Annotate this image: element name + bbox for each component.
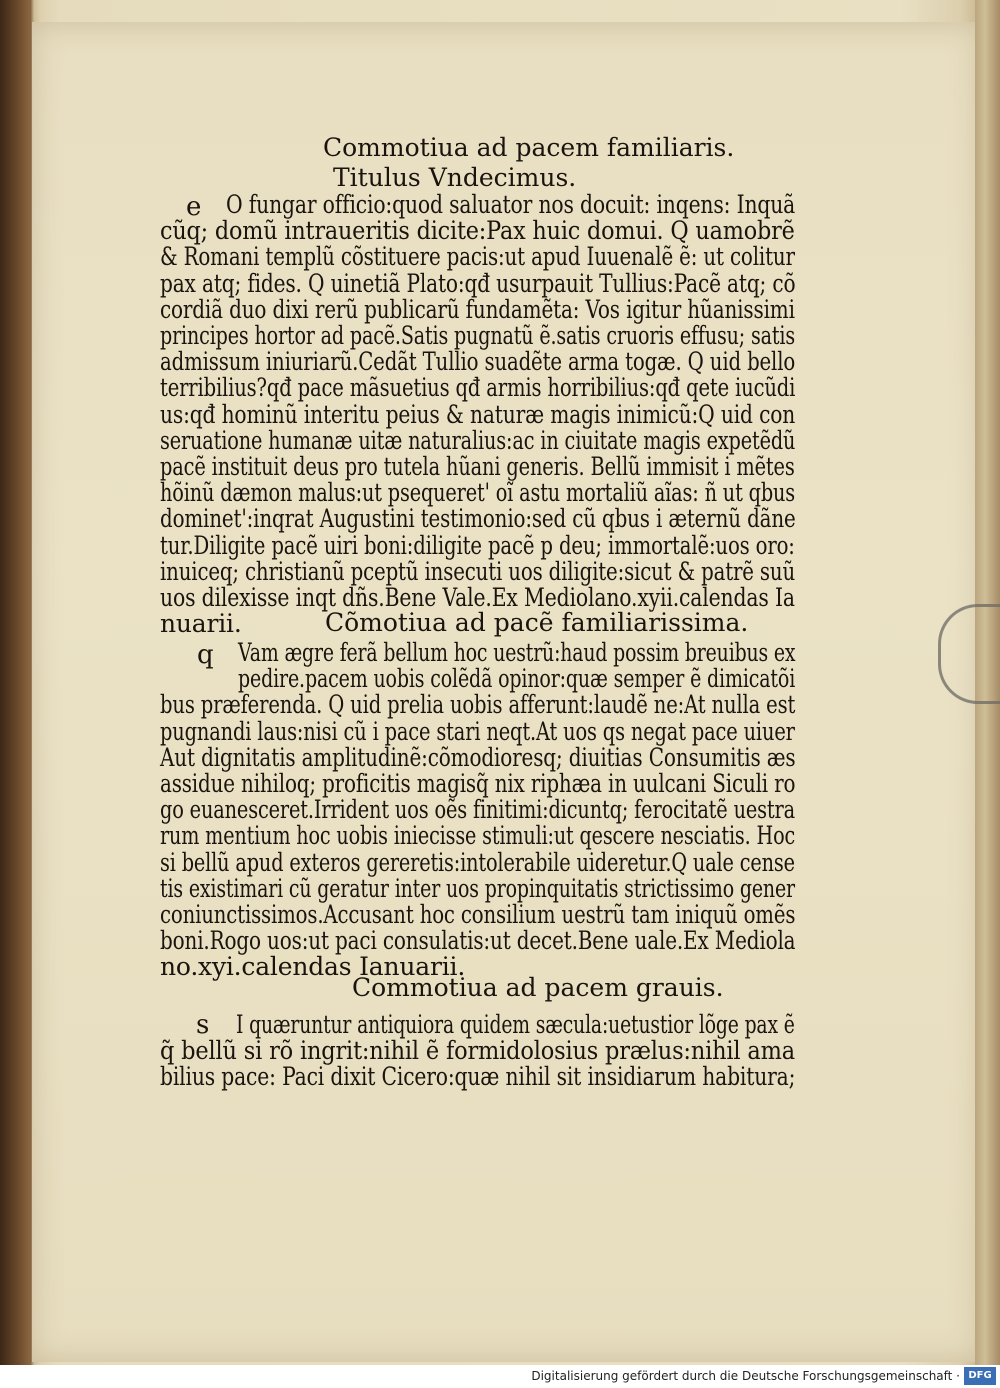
text-line: coniunctissimos.Accusant hoc consilium uestrũ tam iniquũ omẽs	[160, 900, 796, 929]
text-line: go euanesceret.Irrident uos oẽs finitimi:dicuntq; ferocitatẽ uestra	[160, 795, 795, 825]
text-line: assidue nihiloq; proficitis magisq̃ nix riphæa in uulcani Siculi ro	[160, 769, 796, 798]
text-line: si bellũ apud exteros gereretis:intolerabile uideretur.Q uale cense	[160, 847, 795, 877]
text-line: tis existimari cũ geratur inter uos propinquitatis strictissimo gener	[160, 873, 795, 903]
text-line: no.xyi.calendas Ianuarii.	[160, 952, 466, 982]
text-line: uos dilexisse inqt dñs.Bene Vale.Ex Mediolano.xyii.calendas Ia	[160, 583, 795, 612]
heading-grauis: Commotiua ad pacem grauis.	[352, 973, 724, 1002]
text-line: terribilius?qđ pace mãsuetius qđ armis horribilius:qđ qete iucũdi	[160, 373, 796, 403]
clamp-clip	[938, 604, 1000, 704]
text-line: nuarii.	[160, 609, 242, 639]
text-line: us:qđ hominũ interitu peius & naturæ magis inimicũ:Q uid con	[160, 399, 796, 429]
text-line: dominet':inqrat Augustini testimonio:sed cũ qbus i æternũ dãne	[160, 504, 796, 534]
text-line: O fungar officio:quod saluator nos docuit: inqens: Inquã	[226, 190, 796, 219]
text-line: principes hortor ad pacẽ.Satis pugnatũ ẽ.satis cruoris effusu; satis	[160, 321, 795, 350]
guide-letter: e	[186, 192, 202, 222]
footer-bar	[0, 1365, 1000, 1388]
text-line: pugnandi laus:nisi cũ i pace stari neqt.At uos qs negat pace uiuer	[160, 716, 795, 746]
text-line: bus præferenda. Q uid prelia uobis afferunt:laudẽ ne:At nulla est	[160, 690, 796, 720]
text-line: q̃ bellũ si rõ ingrit:nihil ẽ formidolosius prælus:nihil ama	[160, 1036, 795, 1066]
book-binding	[0, 0, 30, 1365]
text-line: rum mentium hoc uobis iniecisse stimuli:ut qescere nesciatis. Hoc	[160, 821, 796, 851]
text-line: Aut dignitatis amplitudinẽ:cõmodioresq; diuitias Consumitis æs	[160, 742, 796, 772]
text-line: hõinũ dæmon malus:ut psequeret' oĩ astu mortaliũ aĩas: ñ ut qbus	[160, 478, 796, 508]
guide-letter: s	[196, 1010, 210, 1040]
text-line: boni.Rogo uos:ut paci consulatis:ut decet.Bene uale.Ex Mediola	[160, 926, 796, 956]
funding-credit: Digitalisierung gefördert durch die Deutsche Forschungsgemeinschaft ·	[531, 1369, 960, 1383]
guide-letter: q	[197, 640, 214, 670]
text-line: I quæruntur antiquiora quidem sæcula:uetustior lõge pax ẽ	[236, 1010, 795, 1039]
heading-titulus: Titulus Vndecimus.	[333, 163, 577, 192]
text-line: seruatione humanæ uitæ naturalius:ac in ciuitate magis expetẽdũ	[160, 425, 796, 455]
text-line: pedire.pacem uobis colẽdã opinor:quæ semper ẽ dimicatõi	[238, 664, 796, 694]
text-line: tur.Diligite pacẽ uiri boni:diligite pacẽ p deu; immortalẽ:uos oro:	[160, 530, 795, 560]
text-line: Vam ægre ferã bellum hoc uestrũ:haud possim breuibus ex	[238, 638, 796, 667]
text-line: cordiã duo dixi rerũ publicarũ fundamẽta: Vos igitur hũanissimi	[160, 294, 795, 324]
heading-familiarissima: Cõmotiua ad pacẽ familiarissima.	[325, 608, 749, 637]
text-line: pacẽ instituit deus pro tutela hũani generis. Bellũ immisit i mẽtes	[160, 452, 795, 481]
text-line: & Romani templũ cõstituere pacis:ut apud Iuuenalẽ ẽ: ut colitur	[160, 242, 795, 272]
text-line: bilius pace: Paci dixit Cicero:quæ nihil sit insidiarum habitura;	[160, 1062, 796, 1092]
text-line: cũq; domũ intraueritis dicite:Pax huic domui. Q uamobrẽ	[160, 216, 795, 246]
text-line: pax atq; fides. Q uinetiã Plato:qđ usurpauit Tullius:Pacẽ atq; cõ	[160, 268, 796, 298]
text-line: inuiceq; christianũ pceptũ insecuti uos diligite:sicut & patrẽ suũ	[160, 556, 796, 586]
text-line: admissum iniuriarũ.Cedãt Tullio suadẽte arma togæ. Q uid bello	[160, 347, 796, 377]
dfg-logo: DFG	[964, 1367, 996, 1385]
heading-familiaris: Commotiua ad pacem familiaris.	[323, 133, 735, 162]
